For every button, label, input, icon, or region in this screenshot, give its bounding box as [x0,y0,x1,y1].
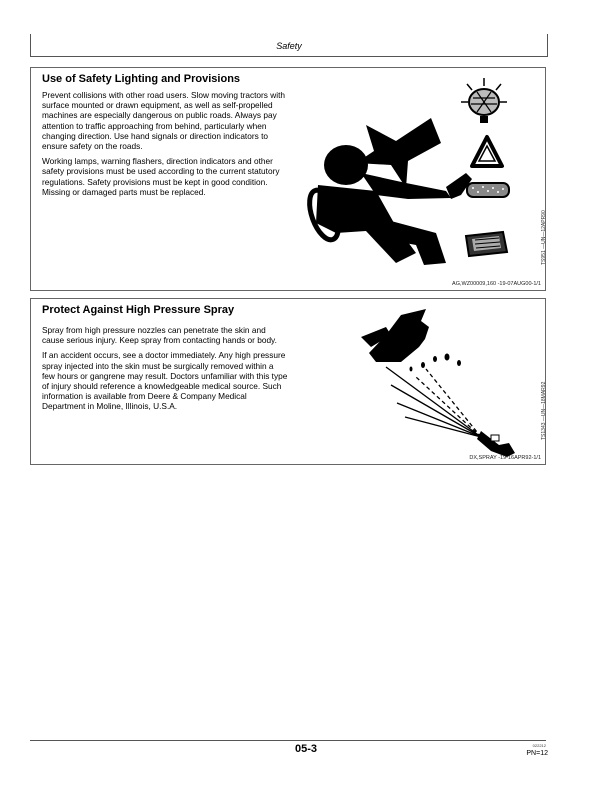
page-header [30,34,548,57]
section-body [42,325,288,417]
high-pressure-spray-hand-icon [331,307,531,457]
reflector-strip-icon [465,181,511,199]
paragraph: Spray from high pressure nozzles can penetrate the skin and cause serious injury. Keep spray from contacting hands or body. [42,325,277,346]
footer-pn: PN=12 [526,750,548,757]
section-title: Protect Against High Pressure Spray [42,304,235,316]
figure-code: TS951 —UN—12APR90 [541,210,547,265]
rear-reflector-icon [463,228,509,260]
slow-moving-triangle-icon [469,134,505,170]
footer-rule [30,740,546,741]
paragraph: If an accident occurs, see a doctor immediately. Any high pressure spray injected into the skin must be surgically removed within a few hours or gangrene may result. Doctors unfamiliar with this type of injury should reference a knowledgeable medical source. Such information is available from Deere & Company Medical Department in Moline, Illinois, U.S.A. [42,350,288,412]
figure-code: TS1343 —UN—18MAR92 [541,381,547,440]
section-body [42,90,288,202]
section-title: Use of Safety Lighting and Provisions [42,73,241,85]
high-pressure-spray-section [30,298,546,465]
paragraph: Working lamps, warning flashers, direction indicators and other safety provisions must be used according to the current statutory regulations. Safety provisions must be kept in good condition. Missing or damaged parts must be replaced. [42,156,280,197]
header-title: Safety [276,41,302,51]
safety-lighting-section [30,67,546,291]
reference-code: AG,WZ00009,160 -19-07AUG00-1/1 [452,281,541,287]
footer-code: 022212 [532,743,546,748]
beacon-lamp-icon [459,76,509,128]
reference-code: DX,SPRAY -19-16APR92-1/1 [469,455,541,461]
paragraph: Prevent collisions with other road users. Slow moving tractors with surface mounted or drawn equipment, as well as self-propelled machines are especially dangerous on public roads. Always pay attention to traffic approaching from behind, particularly when changing direction. Use hand signals or direction indicators to ensure safety on the roads. [42,90,286,152]
page-number: 05-3 [294,743,318,755]
driver-signaling-icon [296,103,486,273]
